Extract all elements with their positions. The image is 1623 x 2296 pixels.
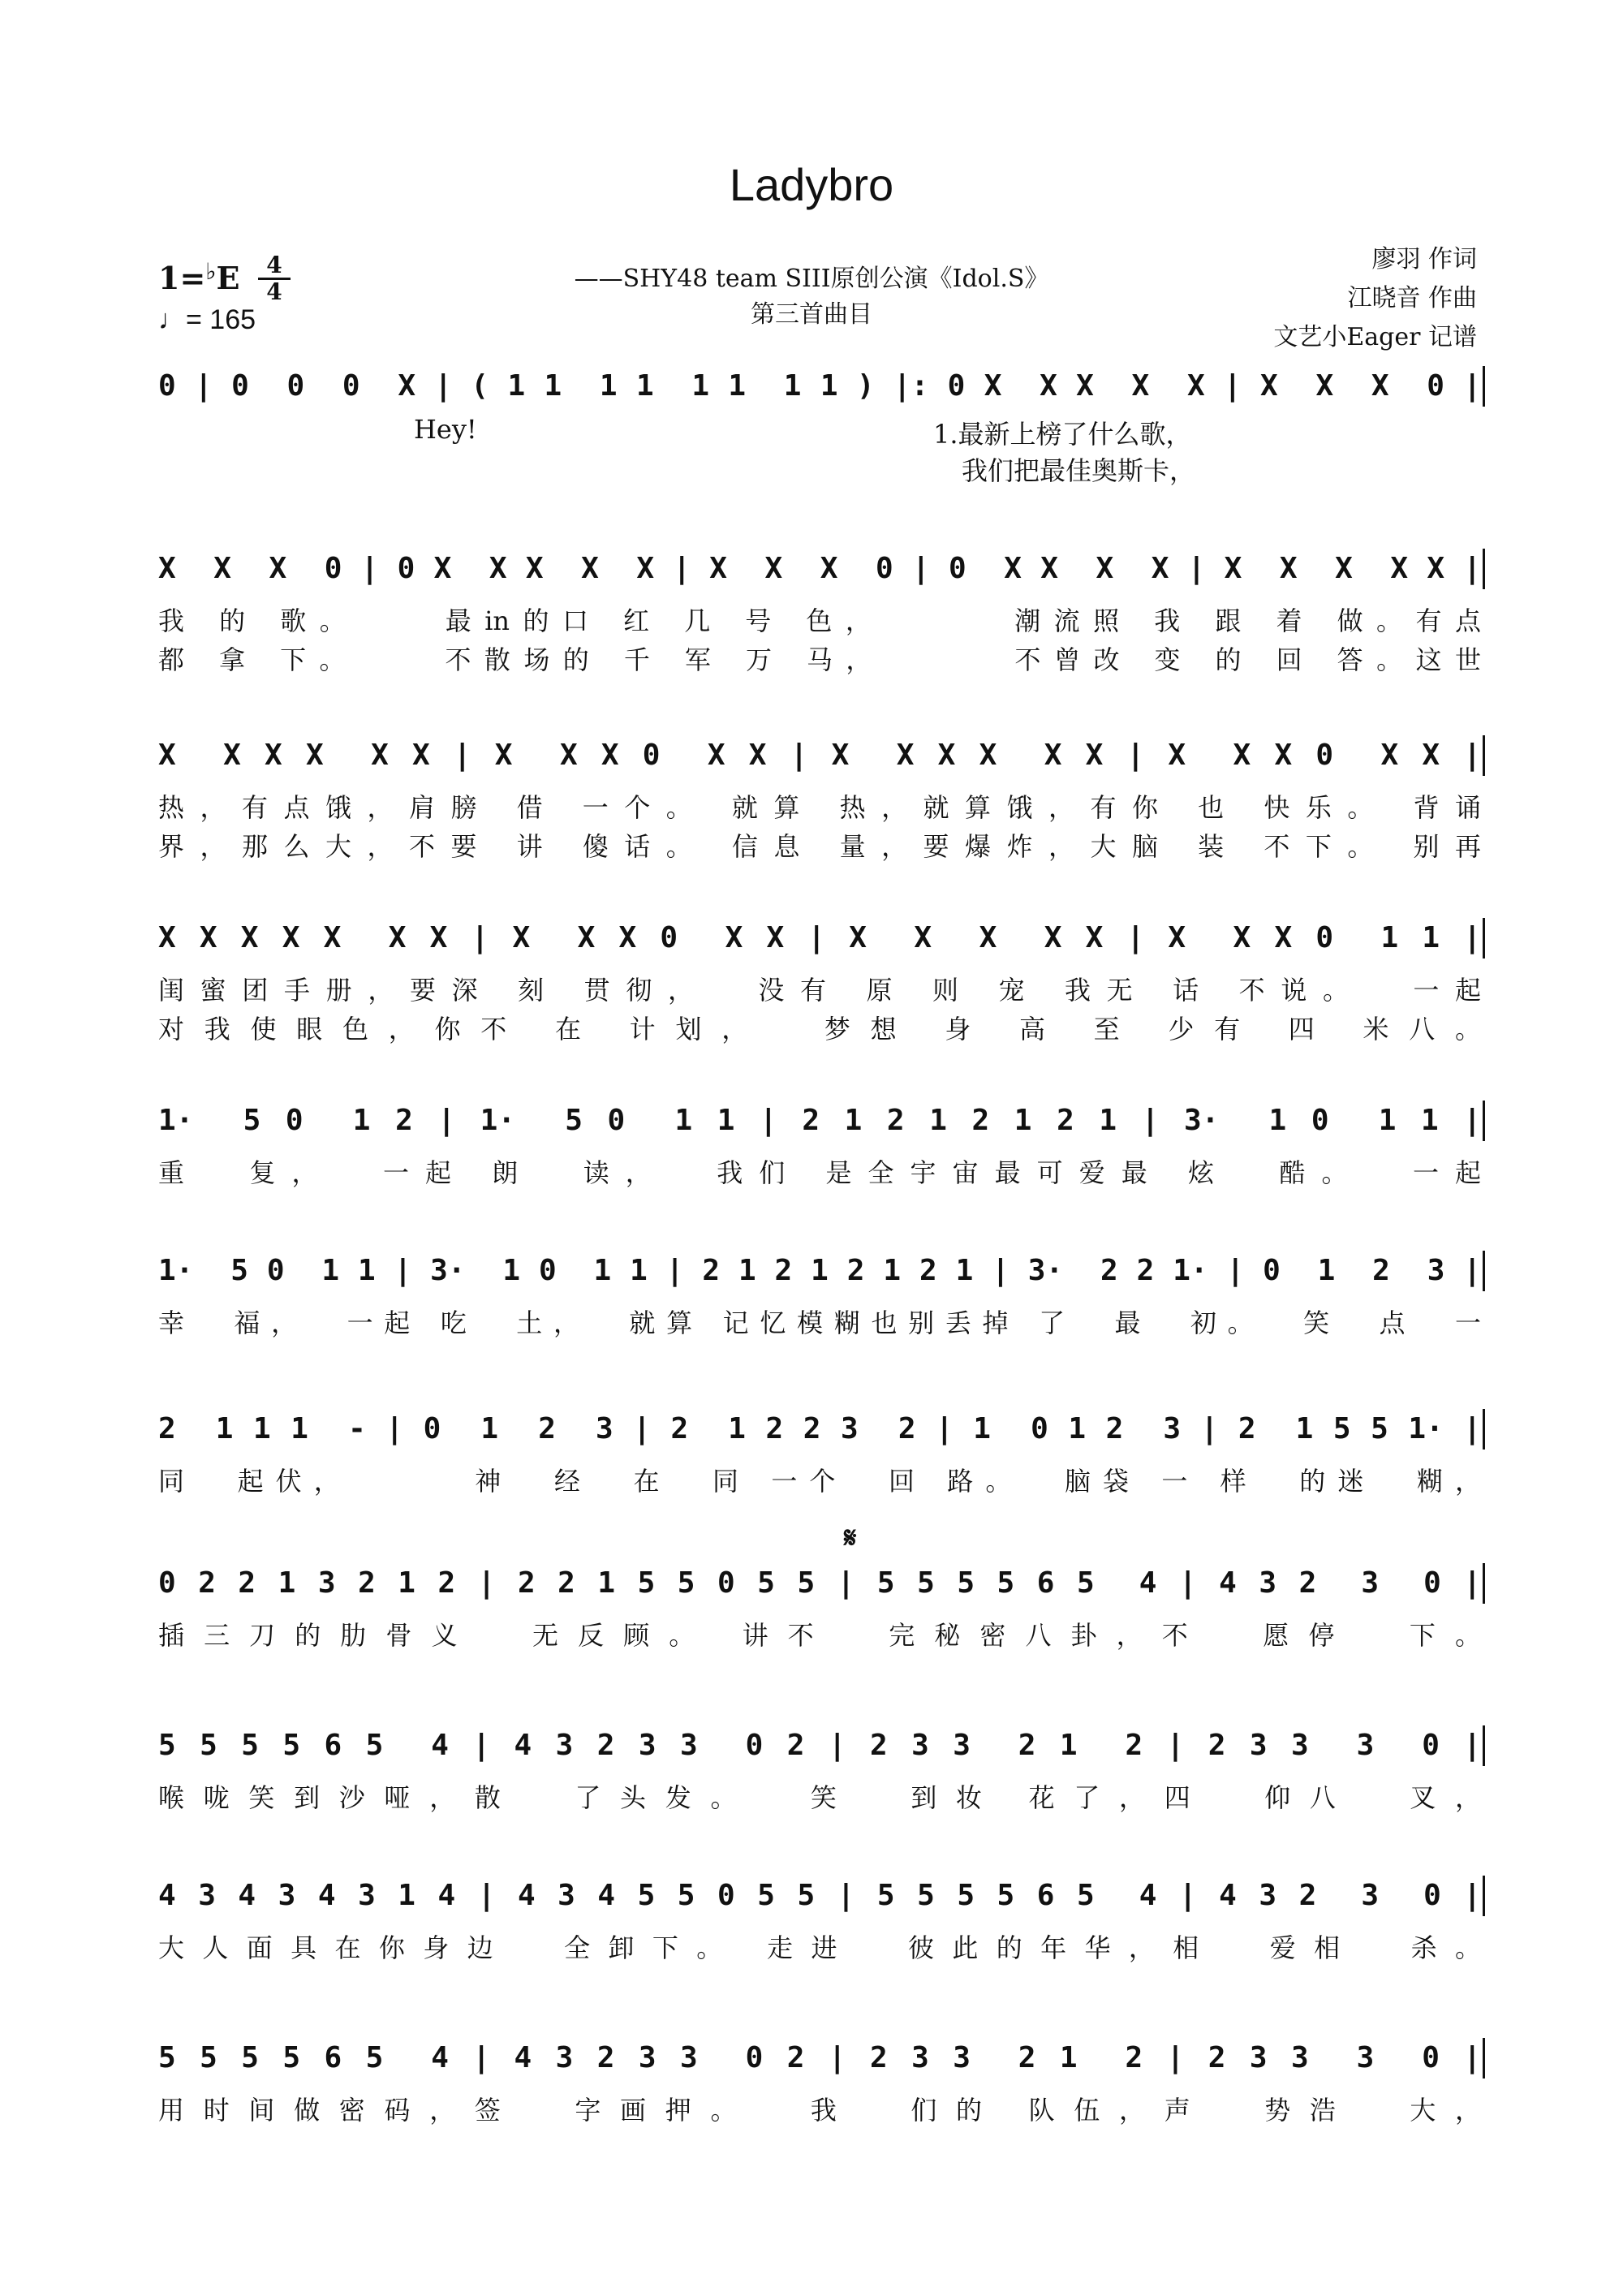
subtitle-line1: ——SHY48 team SIII原创公演《Idol.S》 xyxy=(574,265,1049,293)
lyric-line: 重 复， 一起 朗 读， 我们 是全宇宙最可爱最 炫 酷。 一起 xyxy=(158,1157,1481,1188)
lyric-line: 热，有点饿，肩膀 借 一个。 就算 热，就算饿，有你 也 快乐。 背诵 xyxy=(158,792,1481,823)
end-barline xyxy=(1483,1725,1485,1766)
credits-block xyxy=(1273,240,1477,357)
notation-system xyxy=(0,2041,1623,2203)
flat-sign: ♭ xyxy=(205,258,217,285)
quarter-note-icon: ♩ xyxy=(158,304,186,335)
lyric-line: 界，那么大，不要 讲 傻话。 信息 量，要爆炸，大脑 装 不下。 别再 xyxy=(158,831,1481,862)
end-barline xyxy=(1483,735,1485,776)
notation-system xyxy=(0,1104,1623,1266)
lyric-line: 幸 福， 一起 吃 土， 就算 记忆模糊也别丢掉 了 最 初。 笑 点 一 xyxy=(158,1307,1481,1338)
end-barline xyxy=(1483,1409,1485,1450)
lyric-line: Hey! xyxy=(414,414,477,445)
lyric-line: 1.最新上榜了什么歌， xyxy=(933,419,1192,450)
lyric-line: 同 起伏， 神 经 在 同 一个 回 路。 脑袋 一 样 的迷 糊， xyxy=(158,1466,1481,1497)
end-barline xyxy=(1483,1563,1485,1604)
lyric-line: 闺蜜团手册，要深 刻 贯彻， 没有 原 则 宠 我无 话 不说。 一起 xyxy=(158,975,1481,1006)
composer-credit: 江晓音 作曲 xyxy=(1347,284,1477,312)
notation-system xyxy=(0,369,1623,532)
lyric-line: 大人面具在你身边 全卸下。 走进 彼此的年华，相 爱相 杀。 xyxy=(158,1932,1481,1963)
notation-system xyxy=(0,921,1623,1083)
time-bottom: 4 xyxy=(266,278,282,305)
time-top: 4 xyxy=(258,253,291,280)
notation-system xyxy=(0,1729,1623,1891)
notes-line: 0 | 0 0 0 X | ( 1 1 1 1 1 1 1 1 ) |: 0 X X X X X | X X X 0 | xyxy=(158,369,1481,403)
end-barline xyxy=(1483,1876,1485,1916)
lyric-line: 都 拿 下。 不散场的 千 军 万 马， 不曾改 变 的 回 答。这世 xyxy=(158,644,1481,675)
notes-line: 4 3 4 3 4 3 1 4 | 4 3 4 5 5 0 5 5 | 5 5 5 5 6 5 4 | 4 3 2 3 0 | xyxy=(158,1879,1481,1912)
lyric-line: 插三刀的肋骨义 无反顾。 讲不 完秘密八卦，不 愿停 下。 xyxy=(158,1620,1481,1651)
notes-line: X X X 0 | 0 X X X X X | X X X 0 | 0 X X X X | X X X X X | xyxy=(158,552,1481,585)
segno-icon: 𝄋 xyxy=(844,1522,857,1555)
notes-line: 1· 5 0 1 1 | 3· 1 0 1 1 | 2 1 2 1 2 1 2 1 | 3· 2 2 1· | 0 1 2 3 | xyxy=(158,1254,1481,1287)
end-barline xyxy=(1483,366,1485,407)
notes-line: X X X X X X | X X X 0 X X | X X X X X X | X X X 0 X X | xyxy=(158,739,1481,772)
notes-line: 5 5 5 5 6 5 4 | 4 3 2 3 3 0 2 | 2 3 3 2 1 2 | 2 3 3 3 0 | xyxy=(158,2041,1481,2074)
notation-system xyxy=(0,739,1623,901)
key-label: 1= xyxy=(158,260,206,296)
transcriber-credit: 文艺小Eager 记谱 xyxy=(1273,323,1477,351)
notes-line: 5 5 5 5 6 5 4 | 4 3 2 3 3 0 2 | 2 3 3 2 1 2 | 2 3 3 3 0 | xyxy=(158,1729,1481,1762)
lyric-line: 对我使眼色，你不 在 计划， 梦想 身 高 至 少有 四 米八。 xyxy=(158,1014,1481,1045)
end-barline xyxy=(1483,1101,1485,1141)
lyric-line: 我 的 歌。 最in的口 红 几 号 色， 潮流照 我 跟 着 做。有点 xyxy=(158,605,1481,636)
notation-system xyxy=(0,1522,1623,1729)
lyric-line: 我们把最佳奥斯卡， xyxy=(962,455,1196,486)
notation-system xyxy=(0,1412,1623,1574)
key-note: E xyxy=(216,260,240,296)
lyric-line: 喉咙笑到沙哑，散 了头发。 笑 到妆 花了，四 仰八 叉， xyxy=(158,1782,1481,1813)
notes-line: X X X X X X X | X X X 0 X X | X X X X X | X X X 0 1 1 | xyxy=(158,921,1481,954)
end-barline xyxy=(1483,549,1485,589)
notes-line: 1· 5 0 1 2 | 1· 5 0 1 1 | 2 1 2 1 2 1 2 1 | 3· 1 0 1 1 | xyxy=(158,1104,1481,1137)
subtitle-line2: 第三首曲目 xyxy=(751,300,872,329)
notes-line: 0 2 2 1 3 2 1 2 | 2 2 1 5 5 0 5 5 | 5 5 5 5 6 5 4 | 4 3 2 3 0 | xyxy=(158,1566,1481,1600)
notation-system xyxy=(0,552,1623,714)
lyricist-credit: 廖羽 作词 xyxy=(1371,245,1477,274)
notes-line: 2 1 1 1 - | 0 1 2 3 | 2 1 2 2 3 2 | 1 0 1 2 3 | 2 1 5 5 1· | xyxy=(158,1412,1481,1445)
end-barline xyxy=(1483,2038,1485,2078)
song-title: Ladybro xyxy=(729,159,894,210)
lyric-line: 用时间做密码，签 字画押。 我 们的 队伍，声 势浩 大， xyxy=(158,2095,1481,2126)
notation-system xyxy=(0,1879,1623,2041)
end-barline xyxy=(1483,1251,1485,1291)
tempo-value: = 165 xyxy=(186,304,256,335)
notation-system xyxy=(0,1254,1623,1416)
end-barline xyxy=(1483,918,1485,958)
